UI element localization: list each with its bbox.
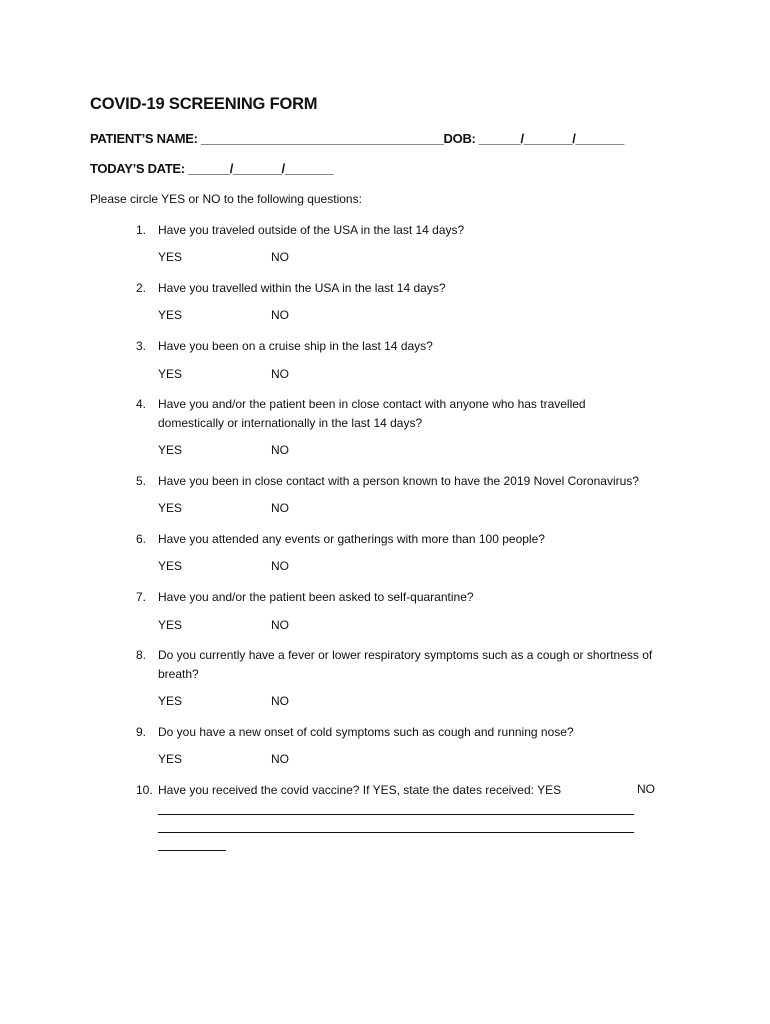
question-number: 10.: [136, 783, 153, 797]
instruction-text: Please circle YES or NO to the following questions:: [90, 192, 362, 206]
question-number: 1.: [136, 223, 147, 237]
vaccine-dates-line-3[interactable]: [158, 850, 226, 851]
question-number: 4.: [136, 397, 147, 411]
question-number: 9.: [136, 725, 147, 739]
question-text: Have you travelled within the USA in the last 14 days?: [158, 281, 446, 295]
question-text: Have you and/or the patient been asked to self-quarantine?: [158, 590, 474, 604]
yes-option[interactable]: YES: [158, 250, 183, 264]
question-number: 7.: [136, 590, 147, 604]
vaccine-dates-line-1[interactable]: [158, 814, 634, 815]
yes-option[interactable]: YES: [158, 694, 183, 708]
question-text: Have you been in close contact with a person known to have the 2019 Novel Coronavirus?: [158, 474, 639, 488]
question-text: Have you received the covid vaccine? If YES, state the dates received: YES: [158, 783, 562, 797]
vaccine-dates-line-2[interactable]: [158, 832, 634, 833]
no-option[interactable]: NO: [271, 618, 289, 632]
form-title: COVID-19 SCREENING FORM: [90, 95, 318, 113]
question-text: Have you attended any events or gatherings with more than 100 people?: [158, 532, 545, 546]
no-option[interactable]: NO: [271, 501, 289, 515]
question-number: 3.: [136, 339, 147, 353]
no-option[interactable]: NO: [271, 443, 289, 457]
question-number: 8.: [136, 648, 147, 662]
todays-date-line[interactable]: TODAY’S DATE: ______/_______/_______: [90, 161, 334, 176]
yes-option[interactable]: YES: [158, 618, 183, 632]
no-option[interactable]: NO: [271, 367, 289, 381]
no-option[interactable]: NO: [271, 308, 289, 322]
yes-option[interactable]: YES: [158, 443, 183, 457]
question-text: Have you and/or the patient been in close contact with anyone who has travelled domestically or internationally in the last 14 days?: [158, 397, 586, 430]
patient-name-dob-line[interactable]: PATIENT’S NAME: ___________________________________DOB: ______/_______/_______: [90, 131, 625, 146]
question-text: Have you traveled outside of the USA in the last 14 days?: [158, 223, 465, 237]
yes-option[interactable]: YES: [158, 367, 183, 381]
yes-option[interactable]: YES: [158, 501, 183, 515]
no-option[interactable]: NO: [271, 250, 289, 264]
yes-option[interactable]: YES: [158, 559, 183, 573]
yes-option[interactable]: YES: [158, 308, 183, 322]
question-number: 6.: [136, 532, 147, 546]
no-option[interactable]: NO: [271, 752, 289, 766]
question-number: 5.: [136, 474, 147, 488]
question-text: Have you been on a cruise ship in the last 14 days?: [158, 339, 433, 353]
question-number: 2.: [136, 281, 147, 295]
no-option[interactable]: NO: [271, 559, 289, 573]
no-option[interactable]: NO: [271, 694, 289, 708]
no-option[interactable]: NO: [637, 782, 655, 796]
question-text: Do you have a new onset of cold symptoms such as cough and running nose?: [158, 725, 574, 739]
yes-option[interactable]: YES: [158, 752, 183, 766]
question-text: Do you currently have a fever or lower respiratory symptoms such as a cough or shortness of breath?: [158, 648, 653, 681]
